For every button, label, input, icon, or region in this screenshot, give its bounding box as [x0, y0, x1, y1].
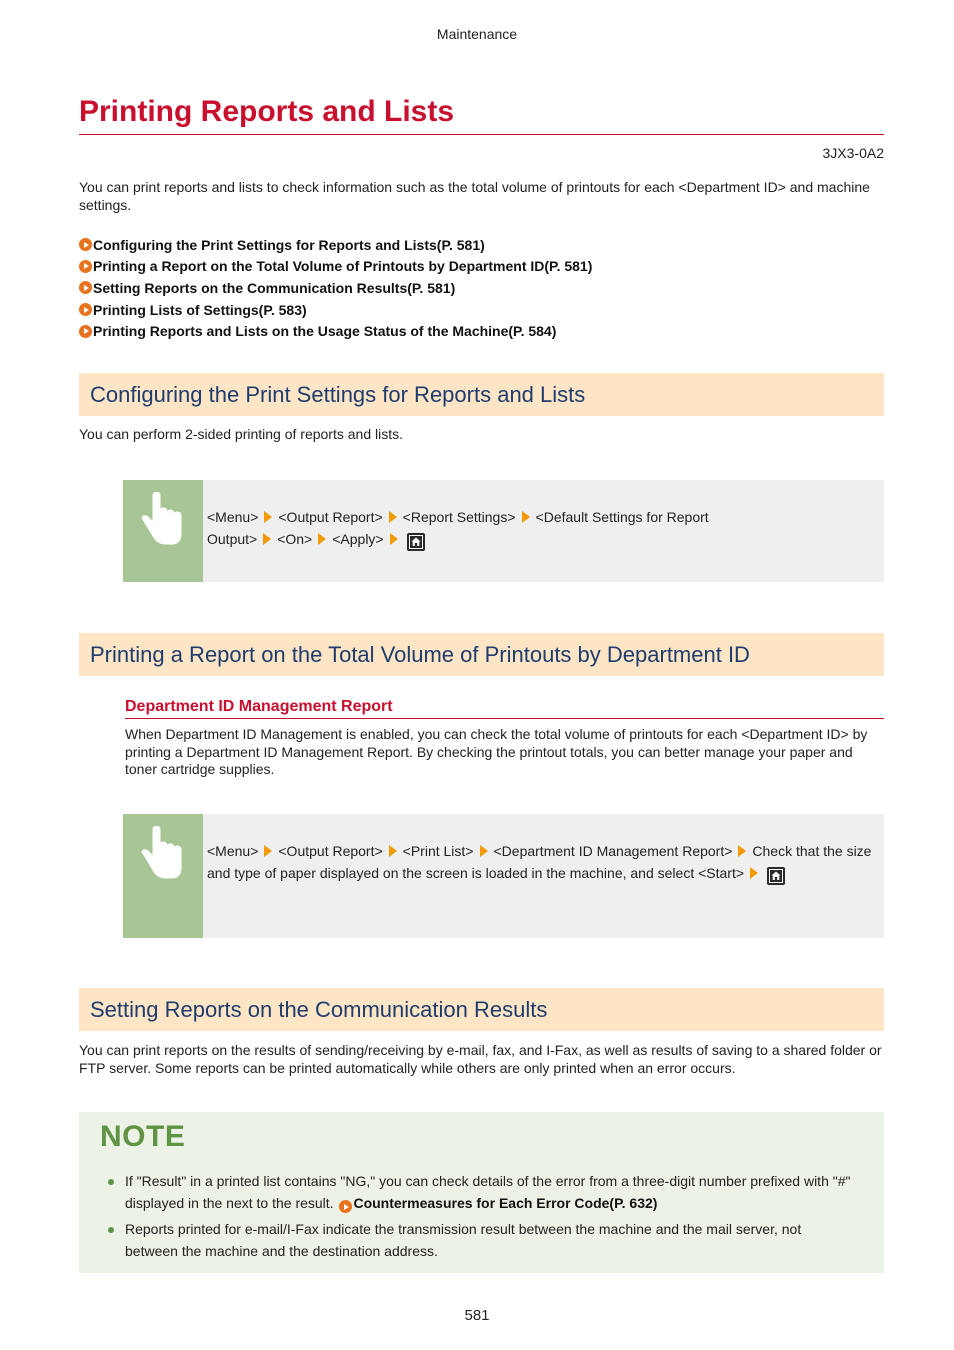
page-number: 581 [464, 1307, 490, 1324]
section1-text: You can perform 2-sided printing of reports and lists. [79, 426, 403, 442]
triangle-arrow-icon [318, 533, 326, 545]
operation-box-print-settings [123, 480, 884, 582]
link-communication-results[interactable]: Setting Reports on the Communication Results(P. 581) [79, 277, 884, 299]
document-code: 3JX3-0A2 [822, 145, 884, 161]
hand-touch-panel [123, 480, 203, 582]
triangle-arrow-icon [480, 845, 488, 857]
circle-arrow-icon [79, 325, 92, 338]
running-header: Maintenance [436, 26, 518, 42]
circle-arrow-icon [79, 238, 92, 251]
link-print-settings[interactable]: Configuring the Print Settings for Reports and Lists(P. 581) [79, 234, 884, 256]
triangle-arrow-icon [738, 845, 746, 857]
section3-text: You can print reports on the results of sending/receiving by e-mail, fax, and I-Fax, as well as results of saving to a shared folder or FTP server. Some reports can be printed automatically while others are only printed when an error occurs. [79, 1042, 882, 1076]
triangle-arrow-icon [263, 533, 271, 545]
triangle-arrow-icon [264, 845, 272, 857]
circle-arrow-icon [79, 260, 92, 273]
note-box [79, 1112, 884, 1273]
triangle-arrow-icon [522, 511, 530, 523]
section-heading-communication-results: Setting Reports on the Communication Results [79, 988, 884, 1031]
bullet-icon [108, 1227, 114, 1233]
note-title: NOTE [100, 1120, 186, 1153]
intro-text: You can print reports and lists to check information such as the total volume of printouts for each <Department ID> and machine settings. [79, 179, 870, 213]
operation-steps-print-settings: <Menu> <Output Report> <Report Settings> <Default Settings for Report Output> <On> <Apply> [203, 480, 719, 582]
hand-touch-icon [139, 826, 185, 882]
bullet-icon [108, 1179, 114, 1185]
link-usage-status[interactable]: Printing Reports and Lists on the Usage Status of the Machine(P. 584) [79, 320, 884, 342]
subheading-department-id-report: Department ID Management Report [125, 697, 884, 719]
triangle-arrow-icon [264, 511, 272, 523]
section-heading-print-settings: Configuring the Print Settings for Reports and Lists [79, 373, 884, 416]
circle-arrow-icon [79, 303, 92, 316]
operation-steps-department-report: <Menu> <Output Report> <Print List> <Department ID Management Report> Check that the size and type of paper displayed on the screen is loaded in the machine, and select <Start> [203, 814, 884, 938]
section-heading-department-report: Printing a Report on the Total Volume of Printouts by Department ID [79, 633, 884, 676]
section-links [79, 234, 884, 342]
hand-touch-panel [123, 814, 203, 938]
triangle-arrow-icon [389, 845, 397, 857]
home-key-icon [407, 533, 425, 551]
triangle-arrow-icon [390, 533, 398, 545]
link-error-codes[interactable]: Countermeasures for Each Error Code(P. 632) [337, 1195, 657, 1211]
note-item: Reports printed for e-mail/I-Fax indicate the transmission result between the machine and the mail server, not between the machine and the destination address. [79, 1219, 884, 1262]
link-department-report[interactable]: Printing a Report on the Total Volume of Printouts by Department ID(P. 581) [79, 256, 884, 278]
section2-text: When Department ID Management is enabled, you can check the total volume of printouts for each <Department ID> by printing a Department ID Management Report. By checking the printout totals, you can better manage your paper and toner cartridge supplies. [125, 726, 868, 777]
link-lists-of-settings[interactable]: Printing Lists of Settings(P. 583) [79, 299, 884, 321]
home-key-icon [767, 867, 785, 885]
circle-arrow-icon [339, 1200, 352, 1213]
triangle-arrow-icon [750, 867, 758, 879]
circle-arrow-icon [79, 281, 92, 294]
triangle-arrow-icon [389, 511, 397, 523]
note-list [79, 1171, 884, 1267]
hand-touch-icon [139, 492, 185, 548]
operation-box-department-report [123, 814, 884, 938]
page-title: Printing Reports and Lists [79, 94, 884, 135]
note-item: If "Result" in a printed list contains "NG," you can check details of the error from a three-digit number prefixed with "#" displayed in the next to the result. Countermeasures for Each Error Code(P. 632) [79, 1171, 884, 1214]
